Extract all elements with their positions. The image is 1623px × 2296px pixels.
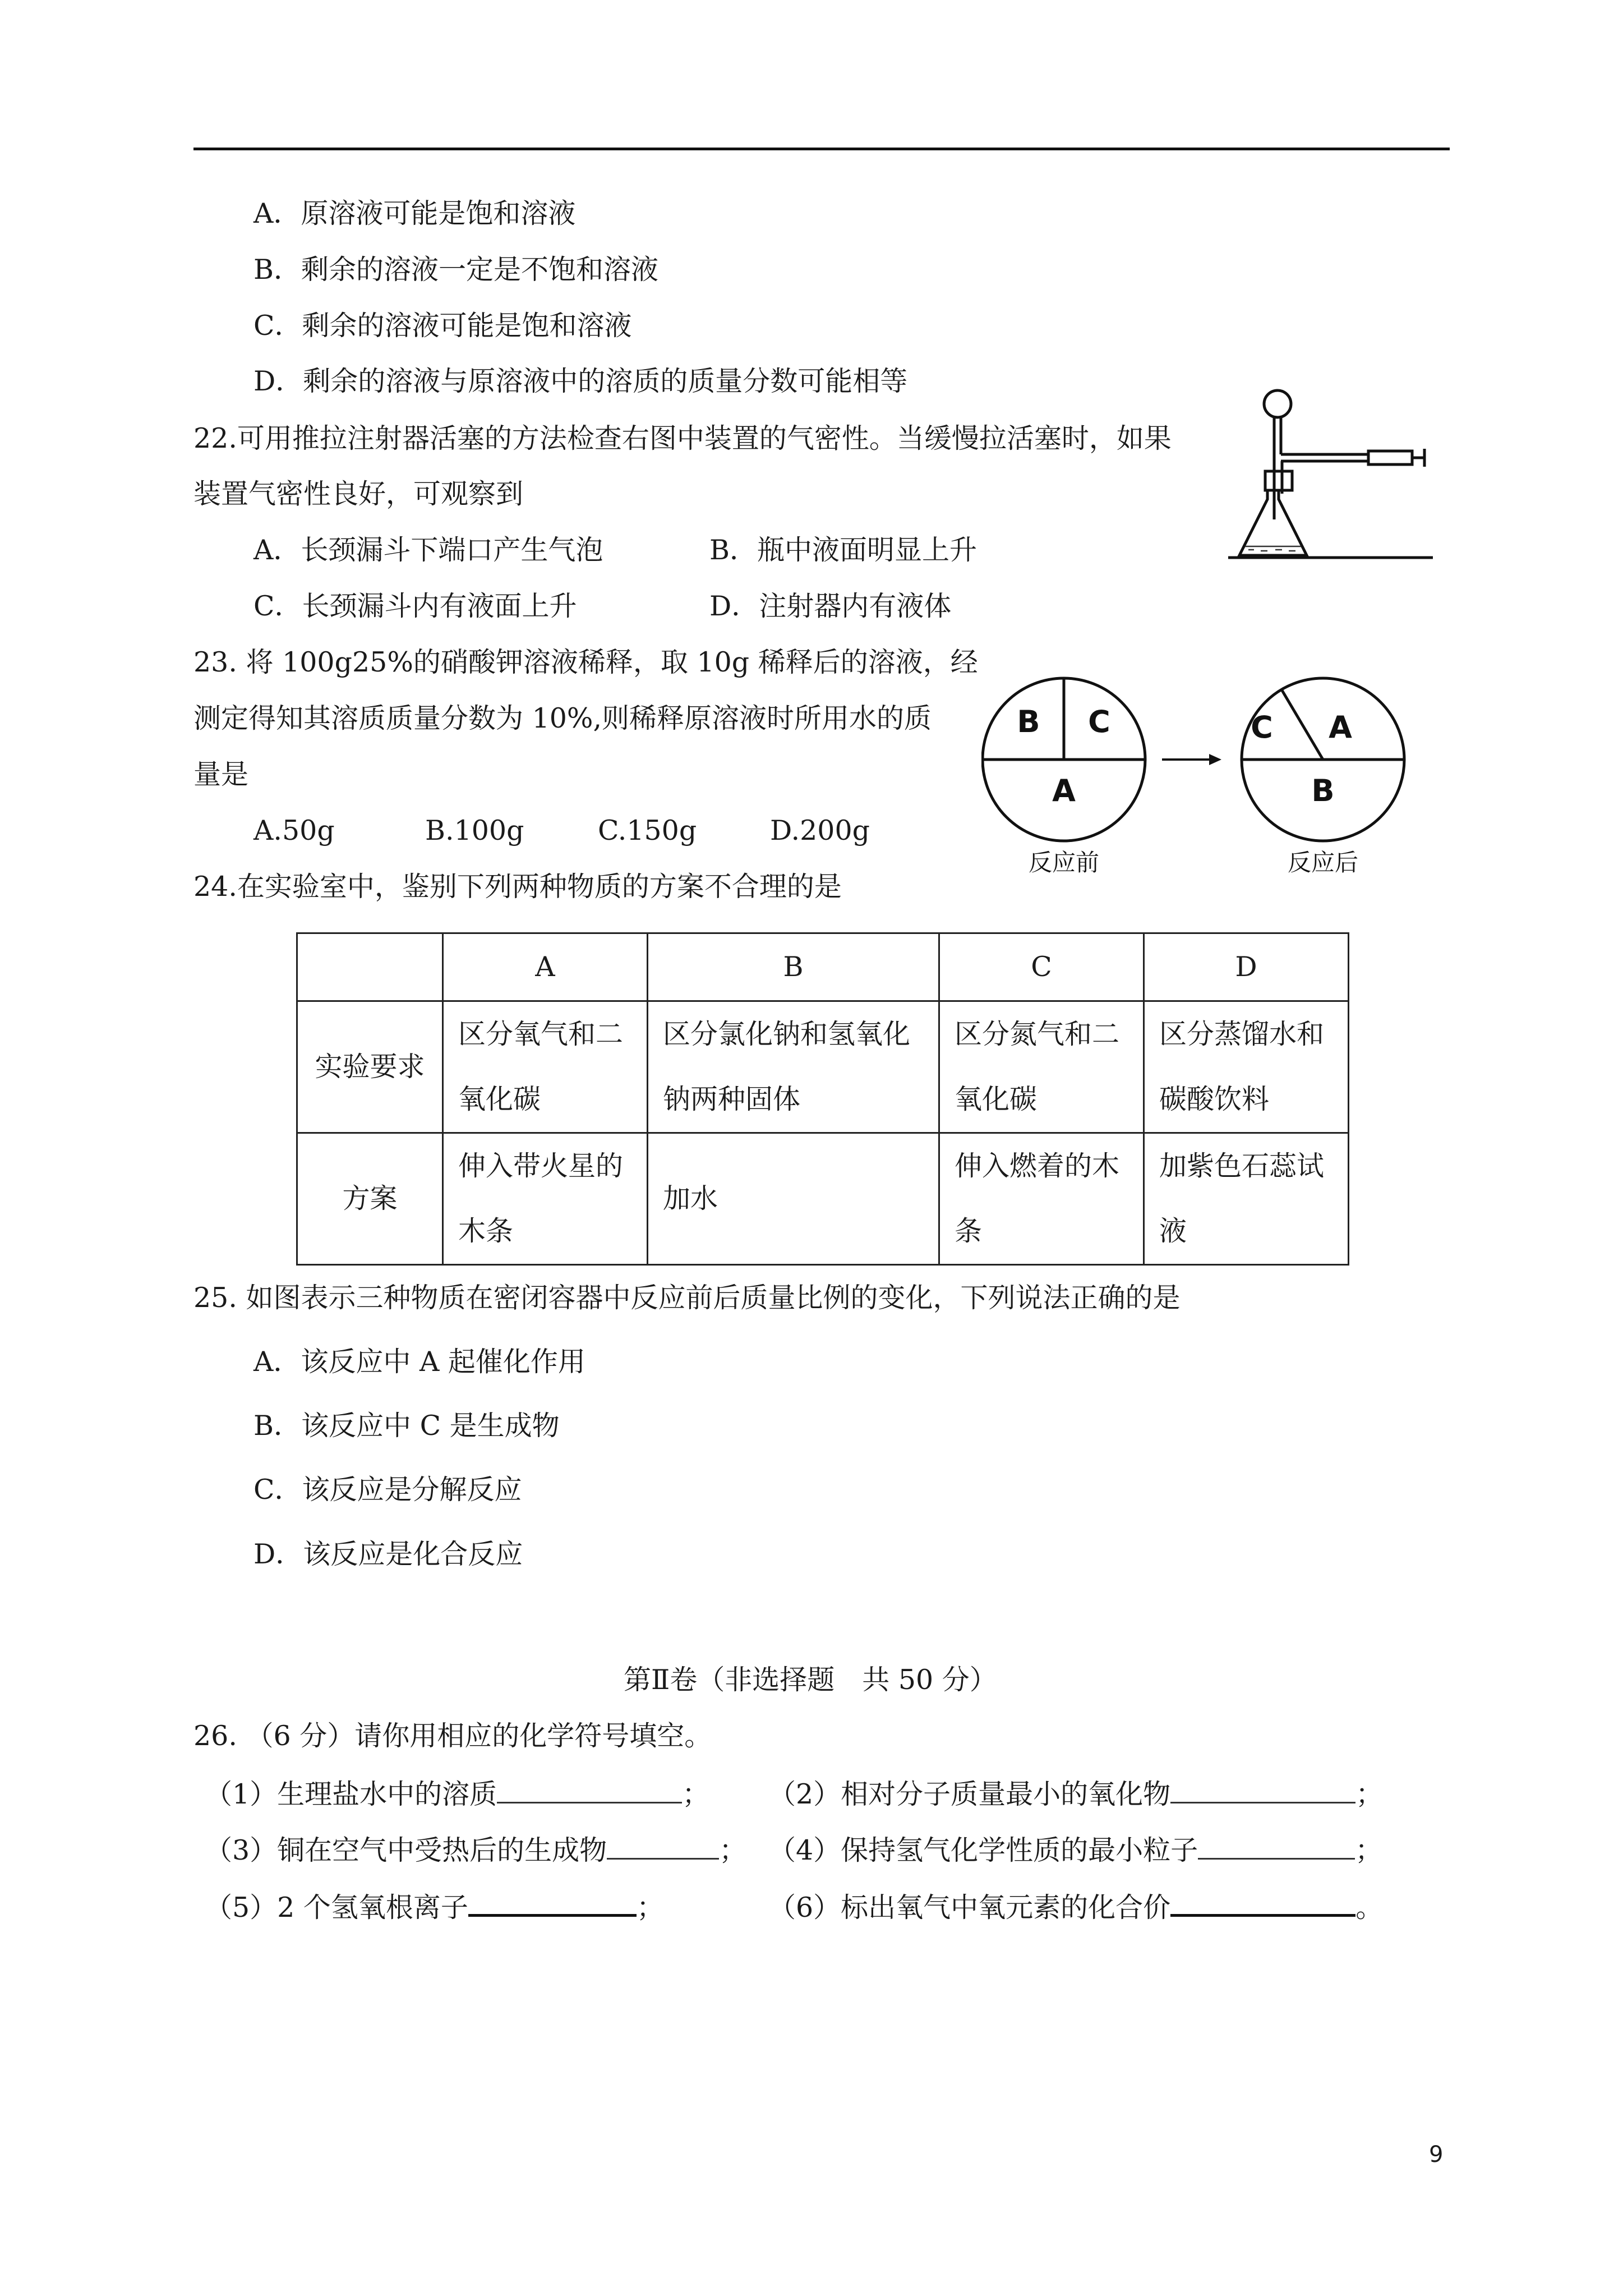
separator: ； bbox=[636, 1892, 664, 1924]
q26-item-4-text: （4）保持氢气化学性质的最小粒子 bbox=[768, 1834, 1198, 1866]
table-row-label: 方案 bbox=[297, 1133, 443, 1265]
q23-option-c: C.150g bbox=[598, 815, 697, 846]
q23-stem-line2: 测定得知其溶质质量分数为 10%,则稀释原溶液时所用水的质 bbox=[193, 702, 932, 734]
q22-option-c: C．长颈漏斗内有液面上升 bbox=[253, 590, 577, 622]
q22-stem-line1: 22.可用推拉注射器活塞的方法检查右图中装置的气密性。当缓慢拉活塞时，如果 bbox=[193, 422, 1172, 454]
q26-item-2-text: （2）相对分子质量最小的氧化物 bbox=[768, 1778, 1171, 1810]
q22-option-b: B．瓶中液面明显上升 bbox=[709, 534, 978, 566]
q25-option-a: A．该反应中 A 起催化作用 bbox=[253, 1346, 585, 1378]
q25-option-d: D．该反应是化合反应 bbox=[253, 1538, 523, 1570]
q22-option-d: D．注射器内有液体 bbox=[709, 590, 952, 622]
stopper bbox=[1265, 471, 1292, 490]
table-row bbox=[297, 1001, 1349, 1133]
table-row bbox=[297, 1133, 1349, 1265]
q26-item-6-text: （6）标出氧气中氧元素的化合价 bbox=[768, 1892, 1171, 1924]
q21-option-a: A．原溶液可能是饱和溶液 bbox=[253, 197, 576, 229]
pie-after-label-c: C bbox=[1251, 710, 1273, 745]
separator: ； bbox=[719, 1834, 747, 1866]
section-title: 第Ⅱ卷（非选择题 共 50 分） bbox=[624, 1664, 997, 1696]
answer-blank-6[interactable] bbox=[1170, 1885, 1355, 1917]
apparatus-figure bbox=[1228, 387, 1436, 567]
q23-option-a: A.50g bbox=[253, 815, 335, 846]
syringe-icon bbox=[1368, 451, 1412, 464]
page-number: 9 bbox=[1429, 2142, 1444, 2168]
q22-stem-line2: 装置气密性良好，可观察到 bbox=[193, 478, 524, 510]
answer-blank-4[interactable] bbox=[1198, 1829, 1355, 1860]
q26-stem: 26. （6 分）请你用相应的化学符号填空。 bbox=[193, 1720, 712, 1752]
q26-item-1-text: （1）生理盐水中的溶质 bbox=[205, 1778, 497, 1810]
header-rule bbox=[193, 148, 1450, 150]
table-header-d: D bbox=[1144, 933, 1349, 1001]
separator: ； bbox=[682, 1778, 710, 1810]
pie-before-label-b: B bbox=[1017, 704, 1040, 739]
table-cell: 区分氯化钠和氢氧化钠两种固体 bbox=[648, 1001, 939, 1133]
q26-item-5 bbox=[205, 1885, 664, 1927]
q26-item-3 bbox=[205, 1829, 746, 1870]
funnel-bulb bbox=[1264, 390, 1291, 417]
table-header-row bbox=[297, 933, 1349, 1001]
reaction-pie-diagram bbox=[981, 668, 1419, 886]
table-header-a: A bbox=[443, 933, 648, 1001]
q21-option-c: C．剩余的溶液可能是饱和溶液 bbox=[253, 310, 632, 342]
pie-before-label-a: A bbox=[1052, 773, 1076, 808]
table-header-b: B bbox=[648, 933, 939, 1001]
table-cell: 加紫色石蕊试液 bbox=[1144, 1133, 1349, 1265]
q26-item-5-text: （5）2 个氢氧根离子 bbox=[205, 1892, 468, 1924]
table-cell: 加水 bbox=[648, 1133, 939, 1265]
pie-before-caption: 反应前 bbox=[1028, 849, 1100, 876]
table-row-label: 实验要求 bbox=[297, 1001, 443, 1133]
table-cell: 区分氮气和二氧化碳 bbox=[939, 1001, 1144, 1133]
q23-option-d: D.200g bbox=[770, 815, 870, 846]
separator: ； bbox=[1355, 1834, 1383, 1866]
table-cell: 区分蒸馏水和碳酸饮料 bbox=[1144, 1001, 1349, 1133]
answer-blank-2[interactable] bbox=[1170, 1773, 1355, 1803]
q24-stem: 24.在实验室中，鉴别下列两种物质的方案不合理的是 bbox=[193, 871, 842, 903]
arrow-icon bbox=[1162, 754, 1221, 765]
separator: ； bbox=[1355, 1778, 1384, 1810]
pie-after-label-b: B bbox=[1311, 773, 1335, 808]
q26-item-4 bbox=[768, 1829, 1382, 1870]
q26-item-2 bbox=[768, 1773, 1383, 1814]
q21-option-b: B．剩余的溶液一定是不饱和溶液 bbox=[253, 254, 659, 286]
period: 。 bbox=[1355, 1892, 1384, 1924]
answer-blank-5[interactable] bbox=[468, 1885, 637, 1917]
q26-item-1 bbox=[205, 1773, 709, 1814]
q26-item-6 bbox=[768, 1885, 1383, 1927]
table-corner-cell bbox=[297, 933, 443, 1001]
q25-option-c: C．该反应是分解反应 bbox=[253, 1474, 522, 1506]
q25-option-b: B．该反应中 C 是生成物 bbox=[253, 1410, 560, 1442]
table-header-c: C bbox=[939, 933, 1144, 1001]
q23-option-b: B.100g bbox=[425, 815, 524, 846]
q23-stem-line3: 量是 bbox=[193, 758, 249, 790]
table-cell: 伸入带火星的木条 bbox=[443, 1133, 648, 1265]
q22-option-a: A．长颈漏斗下端口产生气泡 bbox=[253, 534, 603, 566]
answer-blank-3[interactable] bbox=[607, 1829, 719, 1860]
q21-option-d: D．剩余的溶液与原溶液中的溶质的质量分数可能相等 bbox=[253, 365, 908, 397]
q26-item-3-text: （3）铜在空气中受热后的生成物 bbox=[205, 1834, 607, 1866]
answer-blank-1[interactable] bbox=[497, 1773, 682, 1803]
pie-before-label-c: C bbox=[1088, 704, 1110, 739]
pie-after-label-a: A bbox=[1329, 710, 1352, 745]
table-cell: 区分氧气和二氧化碳 bbox=[443, 1001, 648, 1133]
table-cell: 伸入燃着的木条 bbox=[939, 1133, 1144, 1265]
q23-stem-line1: 23. 将 100g25%的硝酸钾溶液稀释，取 10g 稀释后的溶液，经 bbox=[193, 646, 978, 678]
pie-after-caption: 反应后 bbox=[1287, 849, 1359, 876]
q25-stem: 25. 如图表示三种物质在密闭容器中反应前后质量比例的变化，下列说法正确的是 bbox=[193, 1282, 1181, 1314]
q24-table bbox=[296, 932, 1349, 1266]
